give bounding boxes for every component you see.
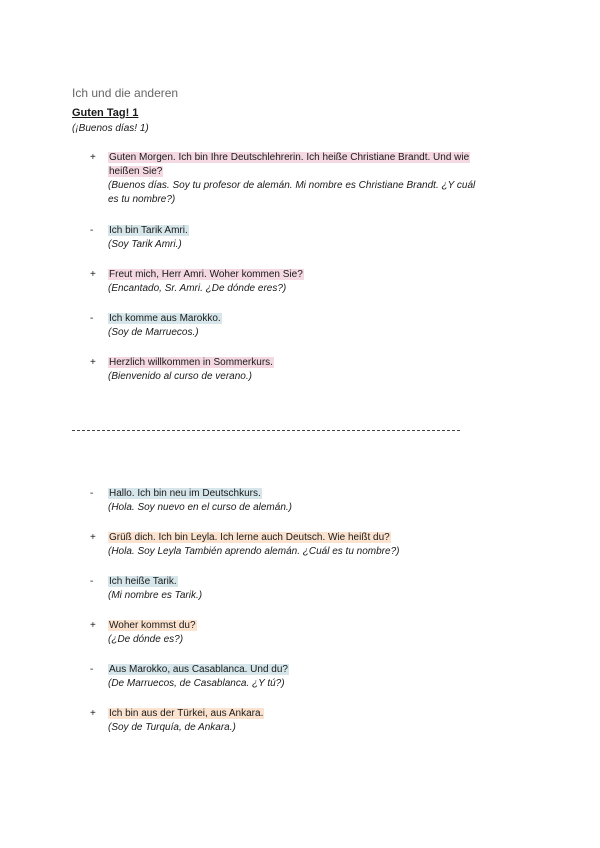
spanish-translation: (De Marruecos, de Casablanca. ¿Y tú?)	[108, 678, 285, 689]
dialog-line	[90, 224, 530, 252]
german-text: Ich heiße Tarik.	[109, 576, 177, 587]
speaker-marker: +	[90, 532, 96, 543]
spanish-translation: (Bienvenido al curso de verano.)	[108, 371, 252, 382]
spanish-translation: (Soy de Marruecos.)	[108, 327, 199, 338]
spanish-translation: (Encantado, Sr. Amri. ¿De dónde eres?)	[108, 283, 287, 294]
dialog-line	[90, 575, 530, 603]
speaker-marker: +	[90, 269, 96, 280]
german-text: Aus Marokko, aus Casablanca. Und du?	[109, 664, 288, 675]
dialog-line	[90, 151, 530, 207]
dialog-line	[90, 312, 530, 340]
speaker-marker: -	[90, 313, 94, 324]
speaker-marker: -	[90, 225, 94, 236]
speaker-marker: +	[90, 708, 96, 719]
speaker-marker: +	[90, 620, 96, 631]
speaker-marker: -	[90, 576, 94, 587]
speaker-marker: +	[90, 357, 96, 368]
speaker-marker: -	[90, 488, 94, 499]
german-text: Woher kommst du?	[109, 620, 196, 631]
german-text: Ich bin Tarik Amri.	[109, 225, 188, 236]
speaker-marker: +	[90, 152, 96, 163]
lesson-subheading: (¡Buenos días! 1)	[72, 123, 149, 134]
dialog-line	[90, 663, 530, 691]
german-text: heißen Sie?	[109, 166, 163, 177]
spanish-translation: (¿De dónde es?)	[108, 634, 184, 645]
german-text: Freut mich, Herr Amri. Woher kommen Sie?	[109, 269, 303, 280]
dialog-line	[90, 707, 530, 735]
german-text: Herzlich willkommen in Sommerkurs.	[109, 357, 273, 368]
spanish-translation: (Hola. Soy Leyla También aprendo alemán. ¿Cuál es tu nombre?)	[108, 546, 400, 557]
spanish-translation: es tu nombre?)	[108, 194, 176, 205]
spanish-translation: (Hola. Soy nuevo en el curso de alemán.)	[108, 502, 292, 513]
german-text: Ich komme aus Marokko.	[109, 313, 221, 324]
german-text: Hallo. Ich bin neu im Deutschkurs.	[109, 488, 261, 499]
german-text: Guten Morgen. Ich bin Ihre Deutschlehrerin. Ich heiße Christiane Brandt. Und wie	[109, 152, 470, 163]
speaker-marker: -	[90, 664, 94, 675]
german-text: Grüß dich. Ich bin Leyla. Ich lerne auch Deutsch. Wie heißt du?	[109, 532, 390, 543]
spanish-translation: (Mi nombre es Tarik.)	[108, 590, 203, 601]
dialog-line	[90, 268, 530, 296]
lesson-heading: Guten Tag! 1	[72, 107, 139, 119]
spanish-translation: (Soy de Turquía, de Ankara.)	[108, 722, 236, 733]
section-title: Ich und die anderen	[72, 86, 179, 100]
dialog-line	[90, 531, 530, 559]
dialog-line	[90, 356, 530, 384]
dialog-line	[90, 487, 530, 515]
spanish-translation: (Soy Tarik Amri.)	[108, 239, 182, 250]
dialog-line	[90, 619, 530, 647]
german-text: Ich bin aus der Türkei, aus Ankara.	[109, 708, 264, 719]
section-divider	[72, 430, 460, 431]
spanish-translation: (Buenos días. Soy tu profesor de alemán. Mi nombre es Christiane Brandt. ¿Y cuál	[108, 180, 476, 191]
